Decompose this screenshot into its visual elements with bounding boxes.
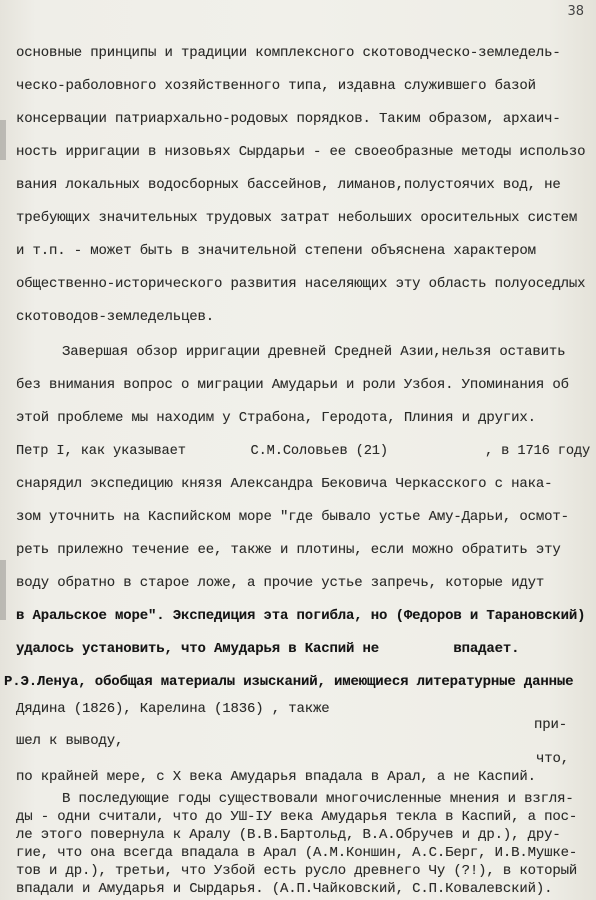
scan-edge-shadow (0, 560, 6, 620)
text-line: впадали и Амударья и Сырдарья. (А.П.Чайковский, С.П.Ковалевский). (16, 881, 553, 897)
text-line: В последующие годы существовали многочисленные мнения и взгля- (62, 791, 574, 807)
text-line: воду обратно в старое ложе, а прочие устье запречь, которые идут (16, 575, 545, 591)
text-line: без внимания вопрос о миграции Амударьи и роли Узбоя. Упоминания об (16, 377, 569, 393)
text-line: Дядина (1826), Карелина (1836) , также (16, 701, 330, 717)
text-line: что, (536, 751, 570, 767)
text-line: в Аральское море". Экспедиция эта погибла, но (Федоров и Тарановский) (16, 608, 586, 624)
text-line: ды - одни считали, что до УШ-IУ века Амударья текла в Каспий, а пос- (16, 809, 578, 825)
text-line: консервации патриархально-родовых порядков. Таким образом, архаич- (16, 111, 561, 127)
text-line: этой проблеме мы находим у Страбона, Геродота, Плиния и других. (16, 410, 536, 426)
text-line: общественно-исторического развития населяющих эту область полуоседлых (16, 276, 586, 292)
text-line: тов и др.), третьи, что Узбой есть русло древнего Чу (?!), в который (16, 863, 578, 879)
text-line: Р.Э.Ленуа, обобщая материалы изысканий, имеющиеся литературные данные (4, 674, 574, 690)
text-line: скотоводов-земледельцев. (16, 309, 215, 325)
text-line: и т.п. - может быть в значительной степени объяснена характером (16, 243, 536, 259)
text-line: вания локальных водосборных бассейнов, лиманов,полустоячих вод, не (16, 177, 561, 193)
text-line: удалось установить, что Амударья в Каспий не впадает. (16, 641, 520, 657)
text-line: основные принципы и традиции комплексного скотоводческо-земледель- (16, 45, 561, 61)
page-number: 38 (567, 4, 584, 19)
text-line: реть прилежно течение ее, также и плотины, если можно обратить эту (16, 542, 561, 558)
text-line: Петр I, как указывает С.М.Соловьев (21) , в 1716 году (16, 443, 591, 459)
scan-edge-shadow (0, 120, 6, 160)
text-line: при- (534, 717, 568, 733)
text-line: Завершая обзор ирригации древней Средней Азии,нельзя оставить (62, 344, 566, 360)
text-line: шел к выводу, (16, 733, 124, 749)
text-line: зом уточнить на Каспийском море "где бывало устье Аму-Дарьи, осмот- (16, 509, 569, 525)
text-line: требующих значительных трудовых затрат небольших оросительных систем (16, 210, 578, 226)
text-line: ность ирригации в низовьях Сырдарьи - ее своеобразные методы использо (16, 144, 586, 160)
text-line: гие, что она всегда впадала в Арал (А.М.Коншин, А.С.Берг, И.В.Мушке- (16, 845, 578, 861)
text-line: ческо-раболовного хозяйственного типа, издавна служившего базой (16, 78, 536, 94)
text-line: снарядил экспедицию князя Александра Бековича Черкасского с нака- (16, 476, 553, 492)
text-line: по крайней мере, с X века Амударья впадала в Арал, а не Каспий. (16, 769, 536, 785)
text-line: ле этого повернула к Аралу (В.В.Бартольд, В.А.Обручев и др.), дру- (16, 827, 561, 843)
